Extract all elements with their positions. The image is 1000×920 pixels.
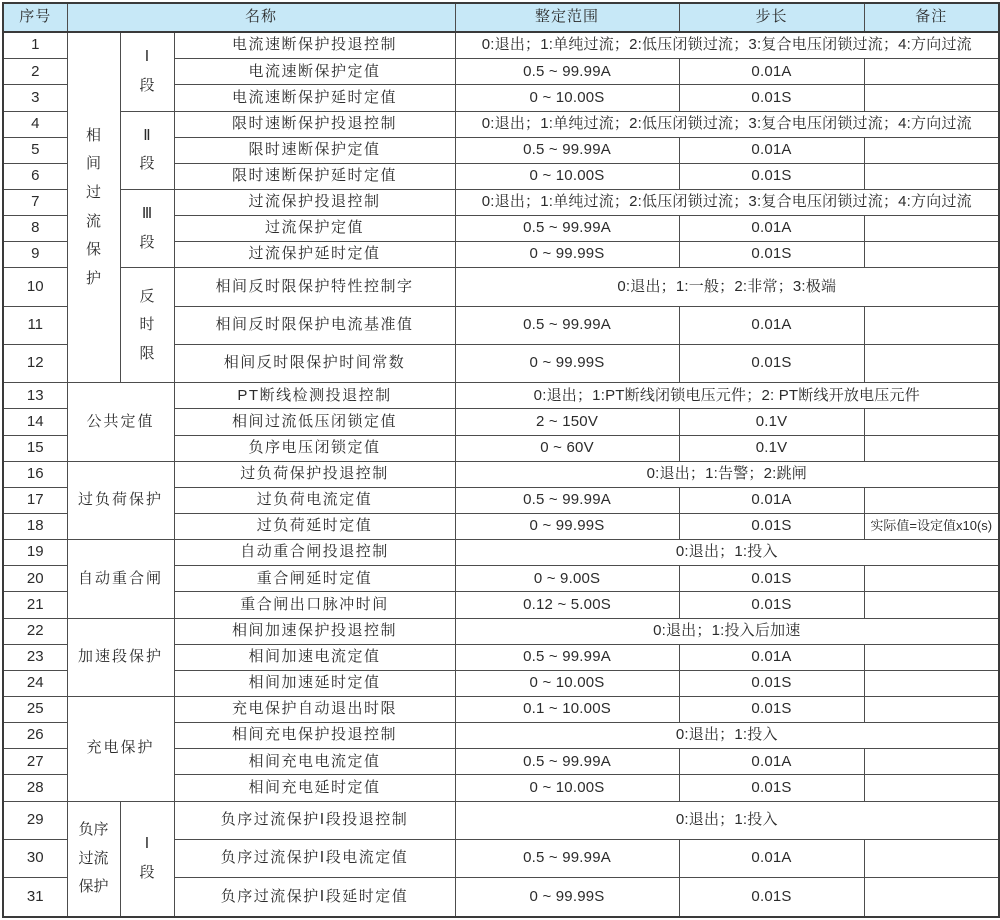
subgroup-label: Ⅰ段 bbox=[139, 48, 155, 94]
row-number: 22 bbox=[3, 618, 67, 644]
group-cell-common: 公共定值 bbox=[67, 383, 174, 461]
table-row bbox=[3, 383, 999, 409]
row-number: 5 bbox=[3, 137, 67, 163]
name-cell: 相间反时限保护时间常数 bbox=[174, 345, 455, 383]
step-cell: 0.01S bbox=[679, 514, 864, 540]
name-cell: 限时速断保护延时定值 bbox=[174, 163, 455, 189]
name-cell: 相间加速延时定值 bbox=[174, 670, 455, 696]
row-number: 8 bbox=[3, 216, 67, 242]
name-cell: 电流速断保护定值 bbox=[174, 59, 455, 85]
step-cell: 0.01S bbox=[679, 775, 864, 801]
range-cell: 0:退出；1:单纯过流；2:低压闭锁过流；3:复合电压闭锁过流；4:方向过流 bbox=[455, 190, 999, 216]
group-cell-acceleration: 加速段保护 bbox=[67, 618, 174, 696]
row-number: 23 bbox=[3, 644, 67, 670]
table-row bbox=[3, 540, 999, 566]
remark-cell bbox=[864, 592, 999, 618]
table-row bbox=[3, 111, 999, 137]
table-row bbox=[3, 461, 999, 487]
subgroup-cell-seg3 bbox=[120, 190, 174, 268]
header-name: 名称 bbox=[67, 3, 455, 32]
remark-cell bbox=[864, 644, 999, 670]
step-cell: 0.01S bbox=[679, 85, 864, 111]
header-no: 序号 bbox=[3, 3, 67, 32]
table-row bbox=[3, 801, 999, 839]
range-cell: 0:退出；1:告警；2:跳闸 bbox=[455, 461, 999, 487]
name-cell: 限时速断保护定值 bbox=[174, 137, 455, 163]
row-number: 2 bbox=[3, 59, 67, 85]
range-cell: 0:退出；1:PT断线闭锁电压元件；2: PT断线开放电压元件 bbox=[455, 383, 999, 409]
range-cell: 0:退出；1:投入 bbox=[455, 723, 999, 749]
step-cell: 0.1V bbox=[679, 409, 864, 435]
name-cell: 电流速断保护投退控制 bbox=[174, 32, 455, 59]
subgroup-cell-seg2 bbox=[120, 111, 174, 189]
range-cell: 0 ~ 10.00S bbox=[455, 85, 679, 111]
step-cell: 0.01S bbox=[679, 345, 864, 383]
subgroup-cell-inverse-time bbox=[120, 268, 174, 383]
row-number: 18 bbox=[3, 514, 67, 540]
row-number: 6 bbox=[3, 163, 67, 189]
range-cell: 0.12 ~ 5.00S bbox=[455, 592, 679, 618]
group-cell-overload: 过负荷保护 bbox=[67, 461, 174, 539]
name-cell: 负序过流保护Ⅰ段投退控制 bbox=[174, 801, 455, 839]
row-number: 25 bbox=[3, 697, 67, 723]
range-cell: 0:退出；1:投入后加速 bbox=[455, 618, 999, 644]
remark-cell bbox=[864, 137, 999, 163]
name-cell: 重合闸出口脉冲时间 bbox=[174, 592, 455, 618]
row-number: 10 bbox=[3, 268, 67, 306]
relay-settings-table bbox=[2, 2, 1000, 918]
name-cell: 自动重合闸投退控制 bbox=[174, 540, 455, 566]
name-cell: 限时速断保护投退控制 bbox=[174, 111, 455, 137]
range-cell: 0 ~ 99.99S bbox=[455, 242, 679, 268]
remark-cell bbox=[864, 306, 999, 344]
name-cell: 相间充电电流定值 bbox=[174, 749, 455, 775]
step-cell: 0.01A bbox=[679, 749, 864, 775]
range-cell: 0:退出；1:投入 bbox=[455, 540, 999, 566]
remark-cell: 实际值=设定值x10(s) bbox=[864, 514, 999, 540]
name-cell: 相间反时限保护特性控制字 bbox=[174, 268, 455, 306]
step-cell: 0.01A bbox=[679, 306, 864, 344]
range-cell: 0.5 ~ 99.99A bbox=[455, 59, 679, 85]
table-row bbox=[3, 618, 999, 644]
table-row bbox=[3, 190, 999, 216]
range-cell: 0.5 ~ 99.99A bbox=[455, 137, 679, 163]
name-cell: 充电保护自动退出时限 bbox=[174, 697, 455, 723]
subgroup-label: Ⅲ段 bbox=[139, 205, 155, 251]
row-number: 30 bbox=[3, 839, 67, 877]
name-cell: 过流保护定值 bbox=[174, 216, 455, 242]
range-cell: 0.5 ~ 99.99A bbox=[455, 487, 679, 513]
remark-cell bbox=[864, 839, 999, 877]
name-cell: 相间过流低压闭锁定值 bbox=[174, 409, 455, 435]
name-cell: 过负荷电流定值 bbox=[174, 487, 455, 513]
step-cell: 0.01S bbox=[679, 242, 864, 268]
range-cell: 0:退出；1:投入 bbox=[455, 801, 999, 839]
name-cell: 负序过流保护Ⅰ段延时定值 bbox=[174, 877, 455, 917]
range-cell: 0 ~ 10.00S bbox=[455, 163, 679, 189]
name-cell: 负序过流保护Ⅰ段电流定值 bbox=[174, 839, 455, 877]
range-cell: 0:退出；1:单纯过流；2:低压闭锁过流；3:复合电压闭锁过流；4:方向过流 bbox=[455, 111, 999, 137]
name-cell: 相间加速电流定值 bbox=[174, 644, 455, 670]
name-cell: 相间加速保护投退控制 bbox=[174, 618, 455, 644]
name-cell: 相间充电延时定值 bbox=[174, 775, 455, 801]
subgroup-label: Ⅰ段 bbox=[139, 835, 155, 881]
row-number: 12 bbox=[3, 345, 67, 383]
remark-cell bbox=[864, 775, 999, 801]
group-cell-phase-overcurrent bbox=[67, 32, 120, 383]
row-number: 19 bbox=[3, 540, 67, 566]
remark-cell bbox=[864, 566, 999, 592]
name-cell: 过流保护投退控制 bbox=[174, 190, 455, 216]
range-cell: 0.5 ~ 99.99A bbox=[455, 839, 679, 877]
row-number: 26 bbox=[3, 723, 67, 749]
group-cell-charging: 充电保护 bbox=[67, 697, 174, 802]
row-number: 28 bbox=[3, 775, 67, 801]
range-cell: 0.5 ~ 99.99A bbox=[455, 749, 679, 775]
group-label: 相间过流保护 bbox=[85, 126, 101, 287]
remark-cell bbox=[864, 85, 999, 111]
step-cell: 0.01A bbox=[679, 487, 864, 513]
range-cell: 0 ~ 99.99S bbox=[455, 877, 679, 917]
group-cell-negseq-overcurrent bbox=[67, 801, 120, 917]
name-cell: 过负荷保护投退控制 bbox=[174, 461, 455, 487]
group-cell-recloser: 自动重合闸 bbox=[67, 540, 174, 618]
remark-cell bbox=[864, 487, 999, 513]
name-cell: 过流保护延时定值 bbox=[174, 242, 455, 268]
table-row bbox=[3, 697, 999, 723]
remark-cell bbox=[864, 697, 999, 723]
range-cell: 0 ~ 10.00S bbox=[455, 670, 679, 696]
row-number: 14 bbox=[3, 409, 67, 435]
header-row bbox=[3, 3, 999, 32]
step-cell: 0.1V bbox=[679, 435, 864, 461]
name-cell: 相间反时限保护电流基准值 bbox=[174, 306, 455, 344]
step-cell: 0.01A bbox=[679, 644, 864, 670]
range-cell: 0 ~ 99.99S bbox=[455, 345, 679, 383]
row-number: 16 bbox=[3, 461, 67, 487]
row-number: 27 bbox=[3, 749, 67, 775]
name-cell: PT断线检测投退控制 bbox=[174, 383, 455, 409]
range-cell: 0 ~ 60V bbox=[455, 435, 679, 461]
row-number: 11 bbox=[3, 306, 67, 344]
step-cell: 0.01A bbox=[679, 59, 864, 85]
subgroup-label: 反时限 bbox=[139, 287, 155, 362]
row-number: 4 bbox=[3, 111, 67, 137]
range-cell: 0:退出；1:一般；2:非常；3:极端 bbox=[455, 268, 999, 306]
header-range: 整定范围 bbox=[455, 3, 679, 32]
step-cell: 0.01S bbox=[679, 566, 864, 592]
range-cell: 0:退出；1:单纯过流；2:低压闭锁过流；3:复合电压闭锁过流；4:方向过流 bbox=[455, 32, 999, 59]
subgroup-cell-negseq-seg1 bbox=[120, 801, 174, 917]
remark-cell bbox=[864, 409, 999, 435]
row-number: 29 bbox=[3, 801, 67, 839]
range-cell: 0.5 ~ 99.99A bbox=[455, 216, 679, 242]
range-cell: 0.5 ~ 99.99A bbox=[455, 306, 679, 344]
remark-cell bbox=[864, 670, 999, 696]
row-number: 3 bbox=[3, 85, 67, 111]
subgroup-label: Ⅱ段 bbox=[139, 126, 155, 173]
table-row bbox=[3, 268, 999, 306]
name-cell: 电流速断保护延时定值 bbox=[174, 85, 455, 111]
row-number: 20 bbox=[3, 566, 67, 592]
step-cell: 0.01A bbox=[679, 216, 864, 242]
range-cell: 0.1 ~ 10.00S bbox=[455, 697, 679, 723]
step-cell: 0.01S bbox=[679, 697, 864, 723]
row-number: 31 bbox=[3, 877, 67, 917]
name-cell: 负序电压闭锁定值 bbox=[174, 435, 455, 461]
range-cell: 0 ~ 10.00S bbox=[455, 775, 679, 801]
remark-cell bbox=[864, 163, 999, 189]
row-number: 24 bbox=[3, 670, 67, 696]
step-cell: 0.01S bbox=[679, 592, 864, 618]
row-number: 13 bbox=[3, 383, 67, 409]
remark-cell bbox=[864, 749, 999, 775]
header-remark: 备注 bbox=[864, 3, 999, 32]
step-cell: 0.01A bbox=[679, 839, 864, 877]
name-cell: 过负荷延时定值 bbox=[174, 514, 455, 540]
range-cell: 0.5 ~ 99.99A bbox=[455, 644, 679, 670]
step-cell: 0.01S bbox=[679, 877, 864, 917]
row-number: 17 bbox=[3, 487, 67, 513]
header-step: 步长 bbox=[679, 3, 864, 32]
group-label: 负序过流保护 bbox=[78, 820, 109, 896]
step-cell: 0.01S bbox=[679, 163, 864, 189]
row-number: 21 bbox=[3, 592, 67, 618]
remark-cell bbox=[864, 216, 999, 242]
name-cell: 相间充电保护投退控制 bbox=[174, 723, 455, 749]
remark-cell bbox=[864, 59, 999, 85]
name-cell: 重合闸延时定值 bbox=[174, 566, 455, 592]
subgroup-cell-seg1 bbox=[120, 32, 174, 111]
step-cell: 0.01A bbox=[679, 137, 864, 163]
range-cell: 2 ~ 150V bbox=[455, 409, 679, 435]
row-number: 1 bbox=[3, 32, 67, 59]
row-number: 7 bbox=[3, 190, 67, 216]
range-cell: 0 ~ 99.99S bbox=[455, 514, 679, 540]
remark-cell bbox=[864, 242, 999, 268]
remark-cell bbox=[864, 345, 999, 383]
remark-cell bbox=[864, 877, 999, 917]
table-row bbox=[3, 32, 999, 59]
remark-cell bbox=[864, 435, 999, 461]
step-cell: 0.01S bbox=[679, 670, 864, 696]
row-number: 15 bbox=[3, 435, 67, 461]
row-number: 9 bbox=[3, 242, 67, 268]
range-cell: 0 ~ 9.00S bbox=[455, 566, 679, 592]
